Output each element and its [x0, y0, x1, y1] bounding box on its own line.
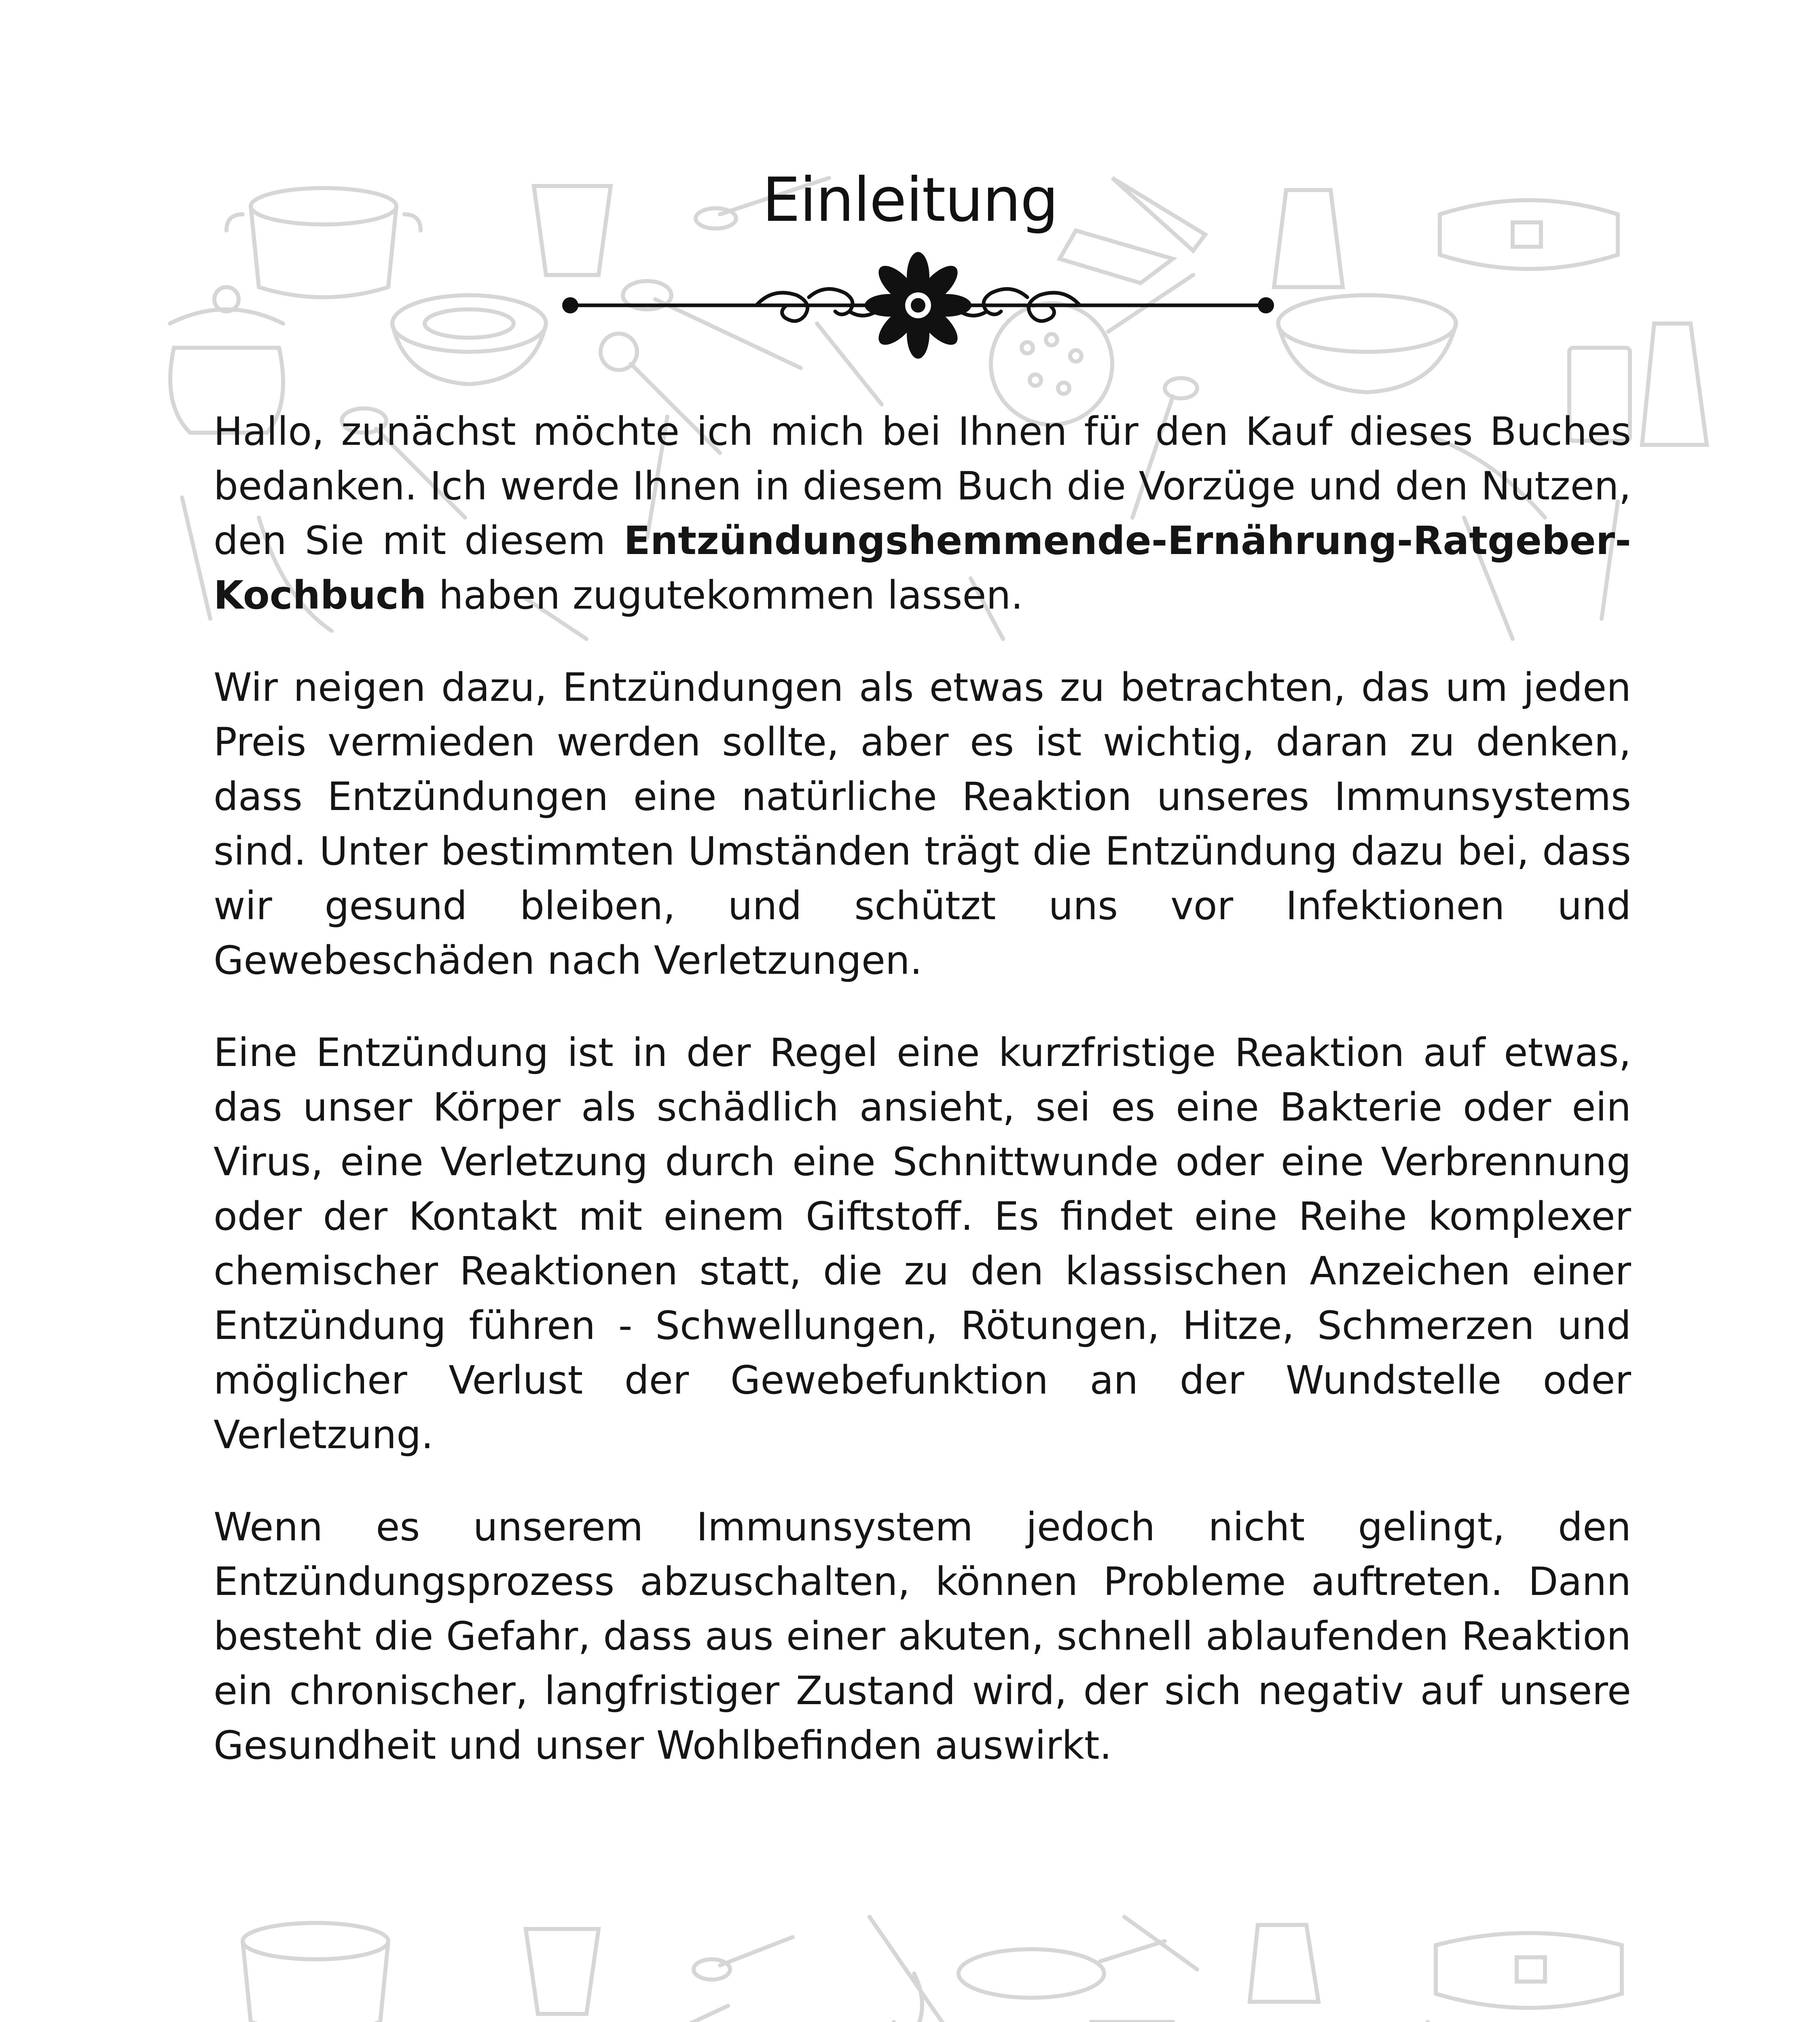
paragraph-4: Wenn es unserem Immunsystem jedoch nicht gelingt, den Entzündungsprozess abzuschalten, können Probleme auftreten. Dann besteht die Gefahr, dass aus einer akuten, schnell ablaufenden Reaktion ein chronischer, langfristiger Zustand wird, der sich negativ auf unsere Gesundheit und unser Wohlbefinden auswirkt.	[214, 1504, 1631, 1768]
intro-text	[214, 404, 1631, 1810]
paragraph-2: Wir neigen dazu, Entzündungen als etwas zu betrachten, das um jeden Preis vermieden werden sollte, aber es ist wichtig, daran zu denken, dass Entzündungen eine natürliche Reaktion unseres Immunsystems sind. Unter bestimmten Umständen trägt die Entzündung dazu bei, dass wir gesund bleiben, und schützt uns vor Infektionen und Gewebeschäden nach Verletzungen.	[214, 665, 1631, 983]
paragraph-1	[214, 404, 1631, 623]
flower-scroll-divider-icon	[558, 251, 1278, 360]
kitchen-utensils-illustration-bottom	[0, 1901, 1820, 2022]
book-title-bold: Entzündungshemmende-Ernährung-Ratgeber-Kochbuch	[214, 518, 1631, 618]
paragraph-1-end: haben zugutekommen lassen.	[426, 573, 1023, 618]
paragraph-1-start: Hallo, zunächst möchte ich mich bei Ihnen für den Kauf dieses Buches bedanken. Ich werde Ihnen in diesem Buch die Vorzüge und den Nutzen, den Sie mit diesem	[214, 409, 1631, 563]
paragraph-3: Eine Entzündung ist in der Regel eine kurzfristige Reaktion auf etwas, das unser Körper als schädlich ansieht, sei es eine Bakterie oder ein Virus, eine Verletzung durch eine Schnittwunde oder eine Verbrennung oder der Kontakt mit einem Giftstoff. Es findet eine Reihe komplexer chemischer Reaktionen statt, die zu den klassischen Anzeichen einer Entzündung führen - Schwellungen, Rötungen, Hitze, Schmerzen und möglicher Verlust der Gewebefunktion an der Wundstelle oder Verletzung.	[214, 1030, 1631, 1457]
page-title: Einleitung	[762, 165, 1058, 235]
